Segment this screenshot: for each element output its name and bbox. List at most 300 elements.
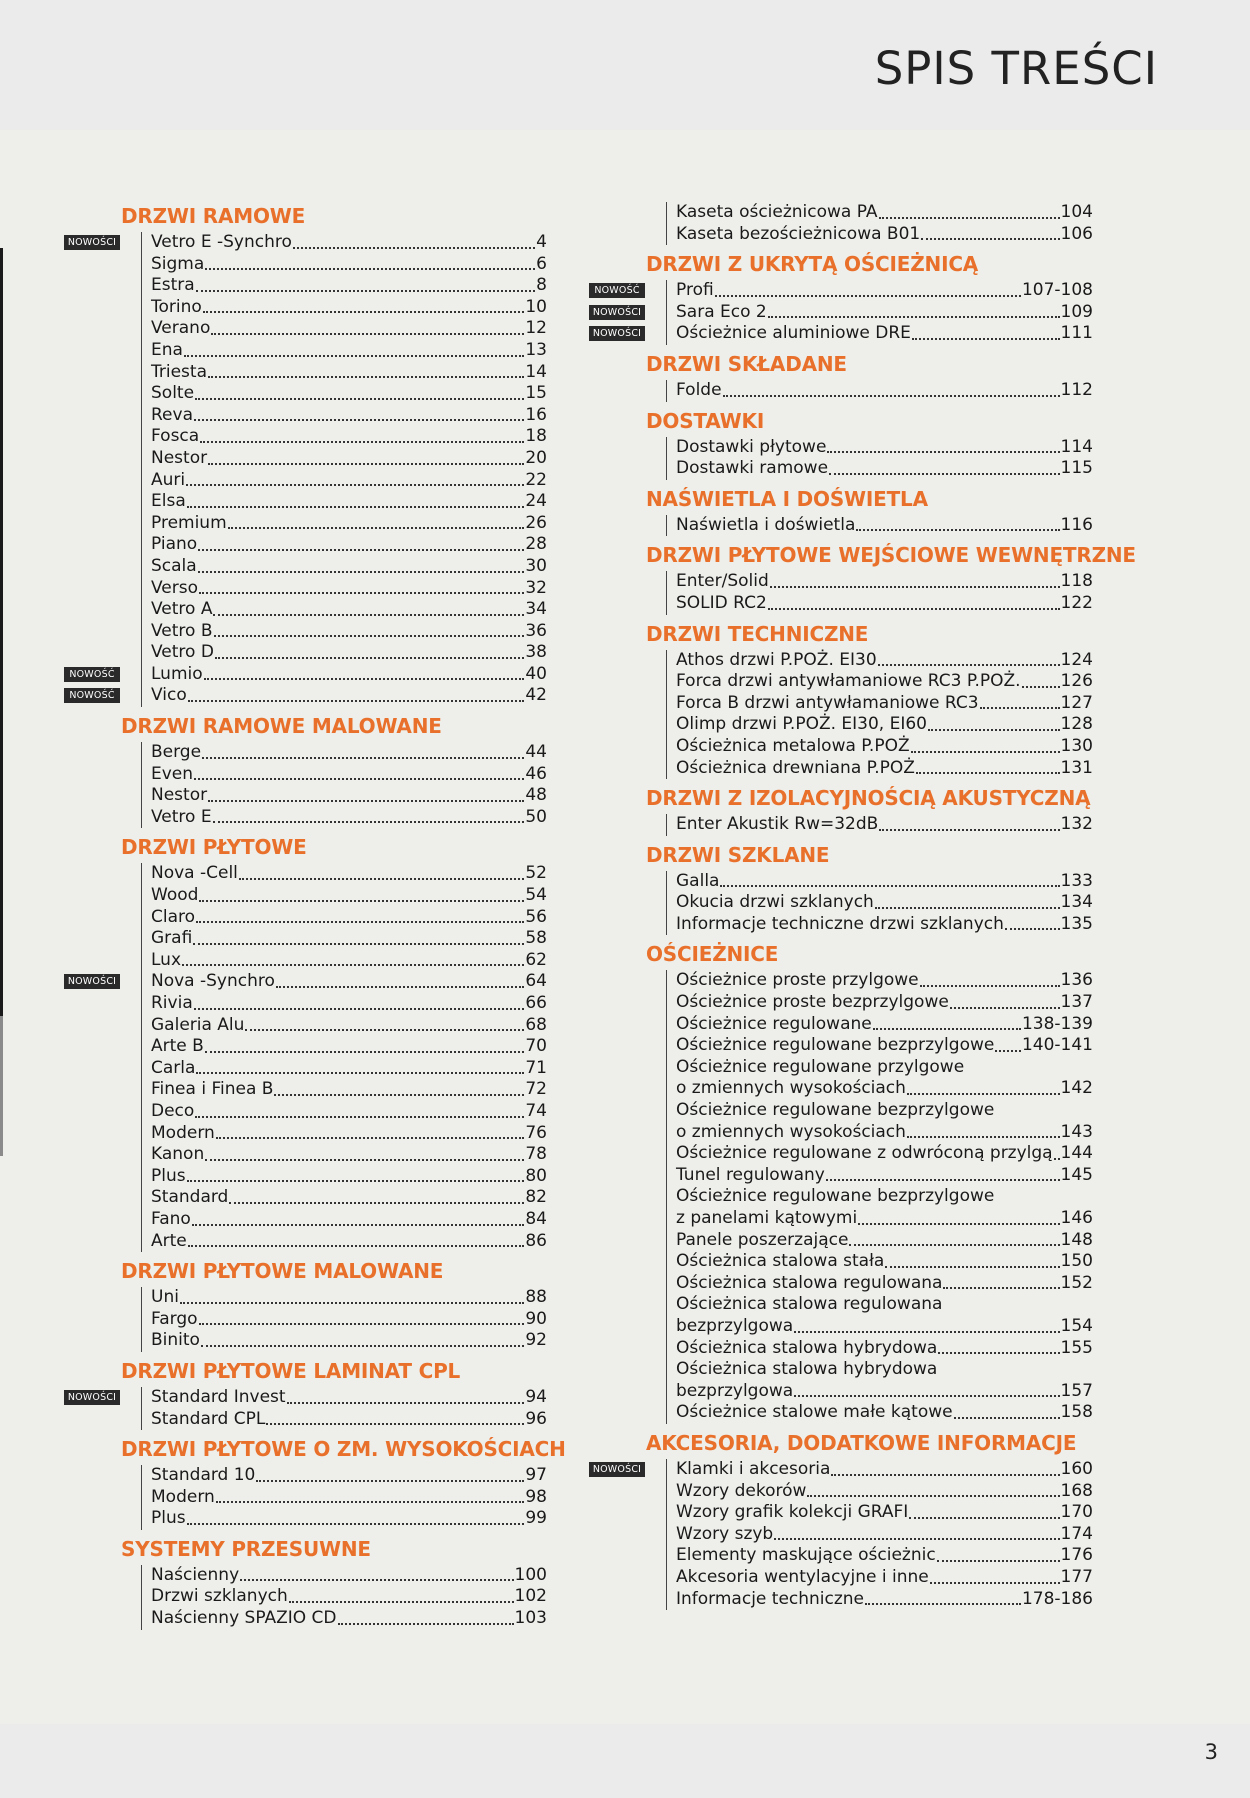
entry-page-number: 97 xyxy=(525,1465,547,1486)
toc-section xyxy=(0,201,566,707)
entry-page-number: 18 xyxy=(525,426,547,447)
toc-entry[interactable] xyxy=(151,1187,547,1209)
section-title: DRZWI Z IZOLACYJNOŚCIĄ AKUSTYCZNĄ xyxy=(646,786,1091,811)
entry-page-number: 122 xyxy=(1060,592,1093,613)
dot-leader xyxy=(928,729,1060,731)
toc-entry[interactable] xyxy=(151,1465,547,1487)
toc-entry[interactable] xyxy=(151,642,547,664)
dot-leader xyxy=(199,900,524,902)
toc-entry[interactable] xyxy=(151,578,547,600)
toc-entry[interactable] xyxy=(151,1586,547,1608)
toc-entry[interactable] xyxy=(67,232,547,254)
entry-label: Binito xyxy=(151,1330,200,1351)
entry-page-number: 160 xyxy=(1060,1458,1093,1479)
dot-leader xyxy=(205,1159,524,1161)
entry-label: Informacje techniczne xyxy=(676,1588,865,1609)
entry-label: Forca drzwi antywłamaniowe RC3 P.POŻ. xyxy=(676,671,1021,692)
entry-label: o zmiennych wysokościach xyxy=(676,1121,906,1142)
entry-page-number: 42 xyxy=(525,685,547,706)
entry-page-number: 158 xyxy=(1060,1402,1093,1423)
entry-page-number: 107-108 xyxy=(1021,280,1093,301)
toc-entry[interactable] xyxy=(676,1502,1093,1524)
toc-section xyxy=(524,484,1136,537)
toc-entry[interactable] xyxy=(151,785,547,807)
dot-leader xyxy=(909,1517,1059,1519)
toc-entry[interactable] xyxy=(676,1359,1093,1381)
dot-leader xyxy=(195,1116,524,1118)
entry-page-number: 84 xyxy=(525,1208,547,1229)
toc-entry[interactable] xyxy=(676,1078,1093,1100)
toc-entry[interactable] xyxy=(151,1101,547,1123)
dot-leader xyxy=(274,1094,524,1096)
entry-label: Standard Invest xyxy=(151,1386,286,1407)
entry-page-number: 174 xyxy=(1060,1523,1093,1544)
entry-label: Tunel regulowany xyxy=(676,1164,825,1185)
toc-section xyxy=(524,202,1136,245)
entry-label: Estra xyxy=(151,275,195,296)
toc-entry[interactable] xyxy=(151,1058,547,1080)
dot-leader xyxy=(214,635,525,637)
toc-entry[interactable] xyxy=(676,1381,1093,1403)
entry-label: Ościeżnice regulowane z odwróconą przylgą xyxy=(676,1143,1053,1164)
dot-leader xyxy=(827,451,1059,453)
toc-entry[interactable] xyxy=(151,1330,547,1352)
toc-section xyxy=(524,249,1136,345)
entry-page-number: 66 xyxy=(525,993,547,1013)
section-title: DRZWI PŁYTOWE xyxy=(121,835,307,860)
entry-page-number: 155 xyxy=(1060,1337,1093,1358)
toc-entry[interactable] xyxy=(151,928,547,950)
toc-entry[interactable] xyxy=(151,621,547,643)
toc-entry[interactable] xyxy=(151,556,547,578)
entry-label: Vetro A xyxy=(151,599,213,620)
toc-entry[interactable] xyxy=(151,1487,547,1509)
dot-leader xyxy=(213,614,524,616)
entry-label: Dostawki ramowe xyxy=(676,458,829,479)
toc-entry[interactable] xyxy=(676,1165,1093,1187)
toc-entry[interactable] xyxy=(676,1035,1093,1057)
toc-entry[interactable] xyxy=(151,362,547,384)
entry-page-number: 102 xyxy=(514,1586,547,1607)
entry-label: Naświetla i doświetla xyxy=(676,514,856,535)
entry-page-number: 170 xyxy=(1060,1502,1093,1523)
entry-page-number: 124 xyxy=(1060,649,1093,670)
toc-entry[interactable] xyxy=(676,1402,1093,1424)
entry-label: SOLID RC2 xyxy=(676,592,767,613)
toc-entry[interactable] xyxy=(151,885,547,907)
toc-entry[interactable] xyxy=(676,515,1093,537)
section-items xyxy=(141,1287,547,1352)
section-items xyxy=(666,650,1093,780)
section-title: DRZWI PŁYTOWE WEJŚCIOWE WEWNĘTRZNE xyxy=(646,543,1136,568)
toc-entry[interactable] xyxy=(151,275,547,297)
entry-label: Elementy maskujące ościeżnic xyxy=(676,1545,936,1566)
toc-entry[interactable] xyxy=(151,534,547,556)
toc-entry[interactable] xyxy=(151,1015,547,1037)
toc-section xyxy=(524,619,1136,780)
toc-entry[interactable] xyxy=(151,1565,547,1587)
entry-page-number: 145 xyxy=(1060,1164,1093,1185)
entry-page-number: 135 xyxy=(1060,913,1093,934)
toc-entry[interactable] xyxy=(151,1166,547,1188)
entry-label: Modern xyxy=(151,1486,215,1507)
toc-entry[interactable] xyxy=(151,1309,547,1331)
dot-leader xyxy=(921,238,1059,240)
dot-leader xyxy=(204,678,525,680)
entry-label: Okucia drzwi szklanych xyxy=(676,892,874,913)
entry-page-number: 150 xyxy=(1060,1251,1093,1272)
toc-entry[interactable] xyxy=(151,448,547,470)
toc-entry[interactable] xyxy=(676,1143,1093,1165)
entry-label: Fargo xyxy=(151,1308,198,1329)
entry-page-number: 134 xyxy=(1060,892,1093,913)
toc-entry[interactable] xyxy=(151,742,547,764)
entry-label: Folde xyxy=(676,379,722,400)
toc-entry[interactable] xyxy=(151,513,547,535)
entry-page-number: 126 xyxy=(1060,671,1093,692)
entry-label: Wzory szyb xyxy=(676,1523,774,1544)
toc-entry[interactable] xyxy=(151,491,547,513)
toc-entry[interactable] xyxy=(151,470,547,492)
toc-entry[interactable] xyxy=(151,950,547,972)
dot-leader xyxy=(879,217,1060,219)
entry-page-number: 86 xyxy=(525,1230,547,1251)
entry-label: Fano xyxy=(151,1208,191,1229)
entry-label: bezprzylgowa xyxy=(676,1315,794,1336)
toc-entry[interactable] xyxy=(676,1273,1093,1295)
entry-page-number: 115 xyxy=(1060,458,1093,479)
toc-entry[interactable] xyxy=(676,871,1093,893)
entry-label: Vetro B xyxy=(151,620,213,641)
entry-label: Verano xyxy=(151,318,211,339)
entry-page-number: 114 xyxy=(1060,436,1093,457)
dot-leader xyxy=(198,571,525,573)
dot-leader xyxy=(856,529,1059,531)
section-title: DRZWI PŁYTOWE O ZM. WYSOKOŚCIACH xyxy=(121,1437,566,1462)
dot-leader xyxy=(180,1302,524,1304)
entry-label: Ościeżnica stalowa regulowana xyxy=(676,1294,943,1315)
toc-entry[interactable] xyxy=(151,599,547,621)
entry-page-number: 132 xyxy=(1060,814,1093,835)
dot-leader xyxy=(266,1423,524,1425)
dot-leader xyxy=(199,1323,525,1325)
toc-entry[interactable] xyxy=(151,405,547,427)
toc-entry[interactable] xyxy=(676,914,1093,936)
toc-entry[interactable] xyxy=(676,970,1093,992)
new-badge: NOWOŚĆ xyxy=(64,667,120,682)
entry-label: Ościeżnice regulowane xyxy=(676,1013,872,1034)
toc-entry[interactable] xyxy=(676,224,1093,246)
dot-leader xyxy=(256,1480,524,1482)
dot-leader xyxy=(865,1603,1021,1605)
toc-entry[interactable] xyxy=(676,571,1093,593)
section-items xyxy=(666,202,1093,245)
dot-leader xyxy=(186,484,524,486)
dot-leader xyxy=(916,772,1060,774)
section-items xyxy=(666,380,1093,402)
entry-label: Kaseta bezościeżnicowa B01 xyxy=(676,223,921,244)
entry-page-number: 16 xyxy=(525,404,547,425)
dot-leader xyxy=(184,355,524,357)
section-title: DRZWI SKŁADANE xyxy=(646,351,847,376)
entry-label: Olimp drzwi P.POŻ. EI30, EI60 xyxy=(676,714,927,735)
entry-page-number: 78 xyxy=(525,1144,547,1165)
entry-page-number: 32 xyxy=(525,577,547,598)
dot-leader xyxy=(196,921,524,923)
dot-leader xyxy=(240,1579,513,1581)
section-title: DRZWI PŁYTOWE LAMINAT CPL xyxy=(121,1358,461,1383)
entry-page-number: 40 xyxy=(525,663,547,684)
entry-page-number: 30 xyxy=(525,555,547,576)
dot-leader xyxy=(182,964,524,966)
entry-page-number: 28 xyxy=(525,534,547,555)
dot-leader xyxy=(938,1352,1059,1354)
entry-label: Fosca xyxy=(151,426,200,447)
toc-section xyxy=(524,939,1136,1423)
toc-section xyxy=(524,783,1136,836)
dot-leader xyxy=(995,1050,1021,1052)
dot-leader xyxy=(715,295,1021,297)
entry-page-number: 94 xyxy=(525,1386,547,1407)
section-title: DRZWI PŁYTOWE MALOWANE xyxy=(121,1259,444,1284)
toc-entry[interactable] xyxy=(676,1057,1093,1079)
toc-entry[interactable] xyxy=(676,1294,1093,1316)
entry-label: Informacje techniczne drzwi szklanych xyxy=(676,913,1004,934)
entry-label: Carla xyxy=(151,1057,196,1078)
section-items xyxy=(592,280,1093,345)
dot-leader xyxy=(943,1287,1059,1289)
toc-entry[interactable] xyxy=(151,1036,547,1058)
toc-entry[interactable] xyxy=(676,1316,1093,1338)
toc-entry[interactable] xyxy=(151,907,547,929)
toc-entry[interactable] xyxy=(676,1100,1093,1122)
dot-leader xyxy=(849,1244,1059,1246)
entry-page-number: 106 xyxy=(1060,223,1093,244)
entry-label: Standard CPL xyxy=(151,1408,266,1429)
entry-label: Galla xyxy=(676,870,720,891)
dot-leader xyxy=(873,1028,1021,1030)
entry-page-number: 140-141 xyxy=(1021,1035,1093,1056)
section-items xyxy=(592,1458,1093,1610)
toc-entry[interactable] xyxy=(676,1122,1093,1144)
dot-leader xyxy=(194,1008,525,1010)
toc-entry[interactable] xyxy=(676,380,1093,402)
toc-entry[interactable] xyxy=(151,426,547,448)
dot-leader xyxy=(875,907,1060,909)
toc-entry[interactable] xyxy=(592,1458,1093,1481)
toc-entry[interactable] xyxy=(676,693,1093,715)
entry-label: Naścienny SPAZIO CD xyxy=(151,1608,337,1629)
toc-entry[interactable] xyxy=(69,663,547,686)
entry-page-number: 68 xyxy=(525,1014,547,1035)
dot-leader xyxy=(954,1417,1060,1419)
entry-label: Premium xyxy=(151,512,227,533)
dot-leader xyxy=(950,1007,1060,1009)
entry-page-number: 136 xyxy=(1060,970,1093,991)
toc-entry[interactable] xyxy=(151,1508,547,1530)
toc-entry[interactable] xyxy=(676,1524,1093,1546)
toc-entry[interactable] xyxy=(676,892,1093,914)
entry-page-number: 38 xyxy=(525,642,547,663)
dot-leader xyxy=(193,943,524,945)
entry-page-number: 88 xyxy=(525,1287,547,1308)
toc-entry[interactable] xyxy=(151,1409,547,1431)
toc-entry[interactable] xyxy=(151,1079,547,1101)
section-items xyxy=(67,1386,547,1430)
dot-leader xyxy=(229,1202,524,1204)
dot-leader xyxy=(937,1560,1060,1562)
entry-label: Ościeżnice regulowane bezprzylgowe xyxy=(676,1100,995,1121)
dot-leader xyxy=(276,986,524,988)
entry-page-number: 131 xyxy=(1060,757,1093,778)
dot-leader xyxy=(205,1051,525,1053)
entry-page-number: 176 xyxy=(1060,1545,1093,1566)
toc-entry[interactable] xyxy=(151,807,547,829)
toc-entry[interactable] xyxy=(676,1208,1093,1230)
toc-entry[interactable] xyxy=(592,323,1093,345)
entry-label: Wood xyxy=(151,885,199,906)
toc-entry[interactable] xyxy=(151,1144,547,1166)
entry-label: Ościeżnice regulowane bezprzylgowe xyxy=(676,1186,995,1207)
entry-label: Arte xyxy=(151,1230,187,1251)
toc-entry[interactable] xyxy=(151,383,547,405)
toc-entry[interactable] xyxy=(676,1481,1093,1503)
toc-entry[interactable] xyxy=(676,1545,1093,1567)
toc-entry[interactable] xyxy=(676,1014,1093,1036)
toc-entry[interactable] xyxy=(151,1123,547,1145)
toc-entry[interactable] xyxy=(151,1231,547,1253)
new-badge: NOWOŚCI xyxy=(589,305,645,320)
toc-entry[interactable] xyxy=(151,993,547,1015)
toc-entry[interactable] xyxy=(676,1186,1093,1208)
entry-page-number: 74 xyxy=(525,1100,547,1121)
entry-label: Grafi xyxy=(151,928,193,949)
dot-leader xyxy=(774,1538,1059,1540)
dot-leader xyxy=(245,1029,524,1031)
toc-entry[interactable] xyxy=(592,301,1093,324)
entry-label: Galeria Alu xyxy=(151,1014,245,1035)
new-badge: NOWOŚCI xyxy=(589,1462,645,1477)
toc-entry[interactable] xyxy=(67,1386,547,1409)
entry-label: Finea i Finea B xyxy=(151,1079,274,1100)
entry-label: Elsa xyxy=(151,491,186,512)
dot-leader xyxy=(196,1072,524,1074)
entry-label: Profi xyxy=(676,280,714,301)
entry-page-number: 142 xyxy=(1060,1078,1093,1099)
dot-leader xyxy=(768,316,1060,318)
dot-leader xyxy=(829,473,1060,475)
entry-label: Auri xyxy=(151,469,186,490)
entry-page-number: 146 xyxy=(1060,1208,1093,1228)
dot-leader xyxy=(194,419,524,421)
toc-entry[interactable] xyxy=(151,340,547,362)
dot-leader xyxy=(1054,1158,1060,1160)
toc-entry[interactable] xyxy=(676,593,1093,615)
toc-entry[interactable] xyxy=(69,685,547,707)
toc-entry[interactable] xyxy=(676,714,1093,736)
toc-entry[interactable] xyxy=(676,671,1093,693)
toc-entry[interactable] xyxy=(676,1230,1093,1252)
dot-leader xyxy=(920,985,1060,987)
toc-entry[interactable] xyxy=(676,202,1093,224)
toc-entry[interactable] xyxy=(67,971,547,993)
entry-page-number: 128 xyxy=(1060,714,1093,735)
toc-entry[interactable] xyxy=(676,1567,1093,1589)
dot-leader xyxy=(208,800,524,802)
dot-leader xyxy=(885,1266,1059,1268)
entry-label: Enter/Solid xyxy=(676,571,769,592)
entry-page-number: 52 xyxy=(525,863,547,884)
toc-entry[interactable] xyxy=(676,1251,1093,1273)
dot-leader xyxy=(807,1495,1059,1497)
entry-page-number: 154 xyxy=(1060,1315,1093,1336)
entry-page-number: 54 xyxy=(525,885,547,906)
toc-entry[interactable] xyxy=(676,814,1093,836)
entry-page-number: 4 xyxy=(536,232,547,252)
toc-entry[interactable] xyxy=(151,863,547,885)
entry-label: Ościeżnica drewniana P.POŻ xyxy=(676,757,915,778)
entry-label: Vico xyxy=(151,685,187,706)
new-badge: NOWOŚĆ xyxy=(64,688,120,703)
entry-label: z panelami kątowymi xyxy=(676,1208,858,1228)
new-badge: NOWOŚCI xyxy=(64,1390,120,1405)
dot-leader xyxy=(980,707,1060,709)
entry-label: Reva xyxy=(151,404,193,425)
dot-leader xyxy=(192,1224,525,1226)
entry-label: Lumio xyxy=(151,663,203,684)
toc-entry[interactable] xyxy=(676,1589,1093,1611)
new-badge: NOWOŚCI xyxy=(64,974,120,989)
dot-leader xyxy=(208,463,524,465)
entry-page-number: 80 xyxy=(525,1165,547,1186)
toc-entry[interactable] xyxy=(151,764,547,786)
entry-label: Standard xyxy=(151,1187,229,1208)
toc-entry[interactable] xyxy=(151,297,547,319)
toc-entry[interactable] xyxy=(151,1608,547,1630)
entry-label: Panele poszerzające xyxy=(676,1229,849,1250)
toc-entry[interactable] xyxy=(151,1287,547,1309)
section-title: DOSTAWKI xyxy=(646,408,765,433)
toc-entry[interactable] xyxy=(676,992,1093,1014)
toc-entry[interactable] xyxy=(151,1209,547,1231)
dot-leader xyxy=(826,1179,1060,1181)
dot-leader xyxy=(287,1402,525,1404)
toc-entry[interactable] xyxy=(676,758,1093,780)
toc-entry[interactable] xyxy=(676,437,1093,459)
entry-page-number: 6 xyxy=(536,253,547,274)
toc-entry[interactable] xyxy=(676,458,1093,480)
entry-label: Forca B drzwi antywłamaniowe RC3 xyxy=(676,692,979,713)
entry-label: Vetro E xyxy=(151,806,212,827)
entry-page-number: 148 xyxy=(1060,1229,1093,1250)
toc-entry[interactable] xyxy=(151,254,547,276)
toc-entry[interactable] xyxy=(151,318,547,340)
entry-label: Ościeżnica metalowa P.POŻ xyxy=(676,735,910,756)
section-items xyxy=(141,742,547,828)
dot-leader xyxy=(831,1474,1059,1476)
dot-leader xyxy=(794,1331,1059,1333)
entry-page-number: 100 xyxy=(514,1564,547,1585)
toc-entry[interactable] xyxy=(676,736,1093,758)
entry-page-number: 46 xyxy=(525,763,547,784)
toc-entry[interactable] xyxy=(594,280,1093,302)
dot-leader xyxy=(1022,686,1060,688)
page-number: 3 xyxy=(1204,1740,1218,1764)
toc-entry[interactable] xyxy=(676,650,1093,672)
toc-entry[interactable] xyxy=(676,1338,1093,1360)
dot-leader xyxy=(216,1501,525,1503)
entry-page-number: 138-139 xyxy=(1021,1013,1093,1034)
